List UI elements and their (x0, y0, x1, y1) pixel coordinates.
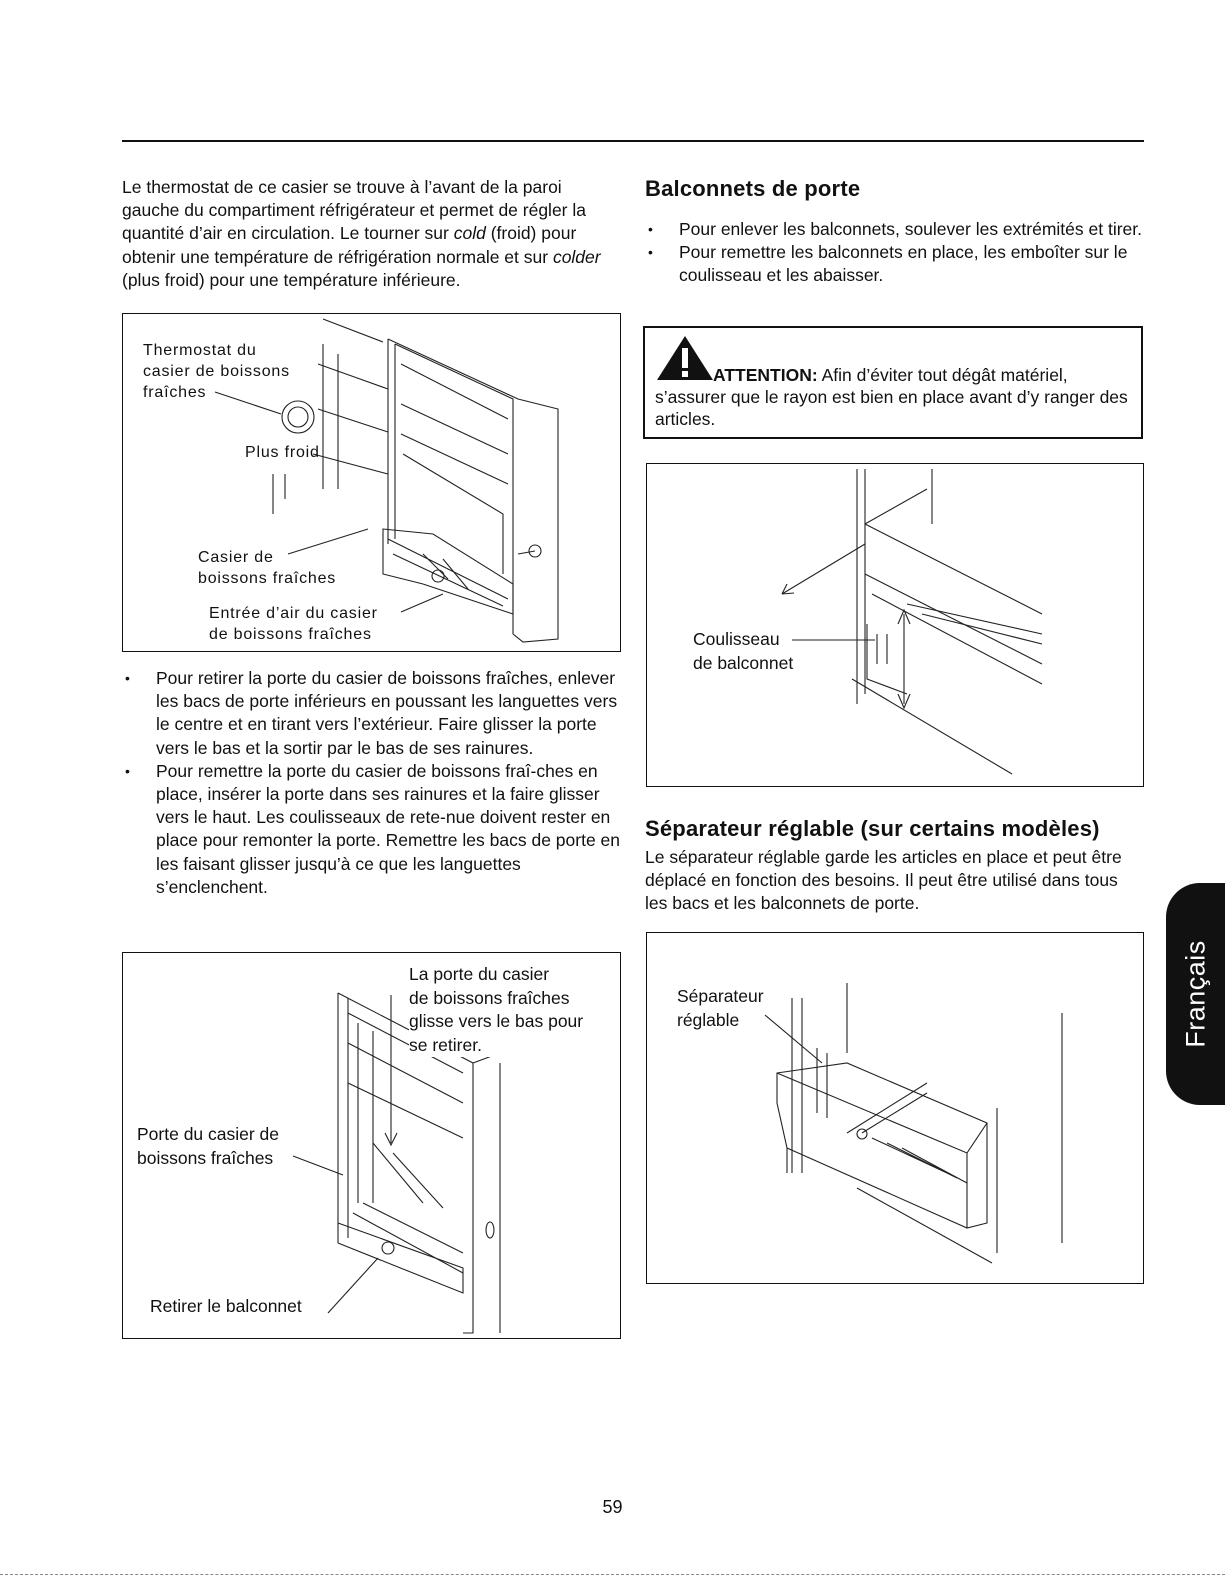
left-column (122, 176, 622, 292)
intro-paragraph: Le thermostat de ce casier se trouve à l’avant de la paroi gauche du compartiment réfrigérateur et permet de régler la quantité d’air en circulation. Le tourner sur cold (froid) pour obtenir une température de réfrigération normale et sur colder (plus froid) pour une température inférieure. (122, 177, 601, 290)
thermostat-label: Thermostat du casier de boissons fraîches (143, 342, 290, 401)
attention-box (643, 326, 1143, 439)
porte-figure (122, 952, 621, 1339)
separateur-paragraph: Le séparateur réglable garde les articles en place et peut être déplacé en fonction des besoins. Il peut être utilisé dans tous les bacs et les balconnets de porte. (645, 847, 1122, 914)
plus-froid-label: Plus froid (245, 444, 320, 461)
bullet-remettre-balconnets: • Pour remettre les balconnets en place, les emboîter sur le coulisseau et les abaisser. (645, 241, 1145, 287)
balconnets-title: Balconnets de porte (645, 176, 861, 201)
attention-text: ATTENTION: Afin d’éviter tout dégât matériel, s’assurer que le rayon est bien en place avant d’y ranger des articles. (655, 365, 1128, 429)
bottom-rule (0, 1574, 1225, 1575)
left-bullets (122, 667, 622, 899)
coulisseau-label: Coulisseau de balconnet (693, 629, 794, 673)
coulisseau-illustration (647, 464, 1143, 786)
separateur-figure (646, 932, 1144, 1284)
casier-label: Casier de boissons fraîches (198, 549, 337, 587)
language-tab (1166, 883, 1225, 1105)
warning-icon (655, 334, 715, 382)
header-rule (122, 140, 1144, 142)
porte-casier-label: Porte du casier de boissons fraîches (137, 1124, 280, 1168)
page-number: 59 (602, 1497, 623, 1517)
thermostat-figure (122, 313, 621, 652)
right-column-top (645, 176, 1145, 288)
bullet-enlever-balconnets: • Pour enlever les balconnets, soulever les extrémités et tirer. (645, 218, 1145, 241)
separateur-title: Séparateur réglable (sur certains modèles) (645, 816, 1100, 841)
retirer-balconnet-label: Retirer le balconnet (150, 1296, 302, 1316)
coulisseau-figure (646, 463, 1144, 787)
right-column-bottom (645, 816, 1145, 916)
entree-air-label: Entrée d’air du casier de boissons fraîches (209, 605, 378, 643)
porte-glisse-label: La porte du casier de boissons fraîches glisse vers le bas pour se retirer. (409, 963, 583, 1057)
separateur-label: Séparateur réglable (677, 986, 764, 1030)
language-tab-label: Français (1180, 940, 1211, 1048)
bullet-remettre: • Pour remettre la porte du casier de boissons fraî-ches en place, insérer la porte dans ses rainures et la faire glisser vers le haut. Les coulisseaux de rete-nue doivent rester en place pour remonter la porte. Remettre les bacs de porte en les faisant glisser jusqu’à ce que les languettes s’enclenchent. (122, 760, 622, 899)
bullet-retirer: • Pour retirer la porte du casier de boissons fraîches, enlever les bacs de porte inférieurs en poussant les languettes vers le centre et en tirant vers l’extérieur. Faire glisser la porte vers le bas et la sortir par le bas de ses rainures. (122, 667, 622, 760)
